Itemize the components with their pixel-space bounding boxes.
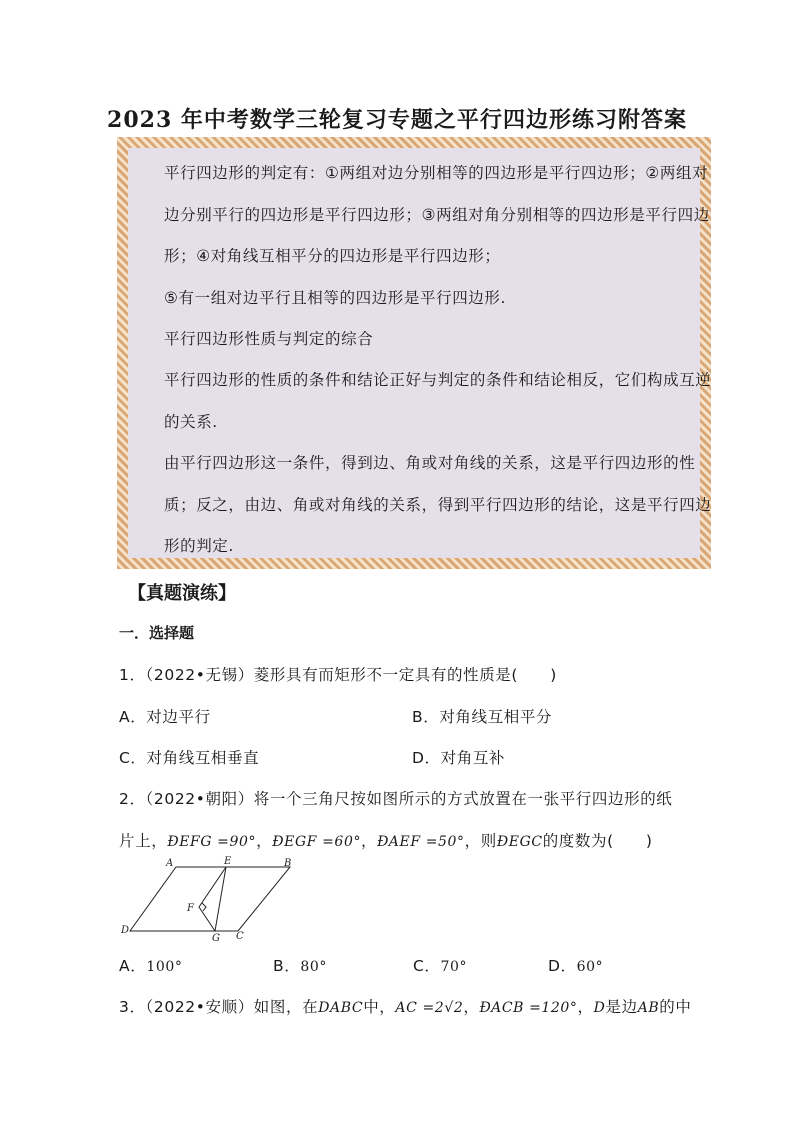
knowledge-line: 形；④对角线互相平分的四边形是平行四边形； [164, 247, 501, 265]
question-2-option-d [548, 954, 603, 976]
stem-text: 的度数为( ) [542, 832, 653, 850]
stem-text: ， [361, 832, 378, 850]
question-2-option-c [413, 954, 467, 976]
right-angle-mark [202, 903, 206, 911]
math-expression: ÐEGF =60° [272, 834, 362, 850]
stem-text: 中， [363, 998, 396, 1016]
math-expression: ÐEFG =90° [167, 834, 257, 850]
stem-text: ， [256, 832, 273, 850]
math-expression: AB [637, 1000, 660, 1016]
question-2-option-b [273, 954, 327, 976]
question-1-option-b: B．对角线互相平分 [412, 708, 553, 726]
option-letter: D． [548, 957, 577, 975]
question-1-option-a: A．对边平行 [119, 708, 211, 726]
math-expression: D [593, 1000, 606, 1016]
point-label-g: G [212, 933, 220, 944]
stem-text: ， [577, 998, 594, 1016]
stem-text: 片上， [119, 832, 168, 850]
question-1-option-d: D．对角互补 [412, 749, 506, 767]
parallelogram-figure [118, 855, 298, 945]
option-value: 80° [300, 959, 327, 975]
option-value: 60° [576, 959, 604, 975]
option-letter: A． [119, 957, 147, 975]
option-letter: B． [273, 957, 301, 975]
point-label-e: E [224, 856, 232, 867]
knowledge-box [117, 137, 711, 569]
point-label-c: C [236, 931, 244, 942]
parallelogram-abcd [130, 867, 290, 931]
point-label-a: A [166, 858, 174, 869]
math-expression: ÐAEF =50° [377, 834, 465, 850]
knowledge-line: 平行四边形的性质的条件和结论正好与判定的条件和结论相反，它们构成互逆 [164, 371, 712, 389]
triangle-ruler-edges [199, 867, 226, 931]
subsection-heading: 一．选择题 [119, 624, 195, 642]
stem-text: ，则 [464, 832, 497, 850]
option-value: 100° [146, 959, 183, 975]
math-expression: ÐACB =120° [479, 1000, 578, 1016]
math-expression: ÐEGC [496, 834, 543, 850]
section-heading: 【真题演练】 [128, 583, 236, 604]
question-1-option-c: C．对角线互相垂直 [119, 749, 260, 767]
point-label-f: F [187, 903, 194, 914]
point-label-b: B [284, 858, 292, 869]
knowledge-line: 由平行四边形这一条件，得到边、角或对角线的关系，这是平行四边形的性 [164, 454, 696, 472]
question-1-stem: 1．（2022•无锡）菱形具有而矩形不一定具有的性质是( ) [119, 666, 557, 684]
option-letter: C． [413, 957, 441, 975]
question-2-stem-line-2 [119, 829, 653, 851]
knowledge-line: ⑤有一组对边平行且相等的四边形是平行四边形. [164, 289, 507, 307]
knowledge-line: 平行四边形的判定有：①两组对边分别相等的四边形是平行四边形；②两组对 [164, 164, 709, 182]
knowledge-line: 质；反之，由边、角或对角线的关系，得到平行四边形的结论，这是平行四边 [164, 496, 712, 514]
stem-text: 是边 [605, 998, 638, 1016]
question-2-stem-line-1: 2．（2022•朝阳）将一个三角尺按如图所示的方式放置在一张平行四边形的纸 [119, 790, 673, 808]
point-label-d: D [121, 925, 130, 936]
math-expression: DABC [318, 1000, 364, 1016]
stem-text: 3．（2022•安顺）如图，在 [119, 998, 319, 1016]
triangle-edge-eg [215, 867, 226, 931]
math-expression: AC =2√2 [395, 1000, 464, 1016]
knowledge-line: 平行四边形性质与判定的综合 [164, 330, 374, 348]
stem-text: 的中 [659, 998, 692, 1016]
knowledge-line: 形的判定. [164, 537, 234, 555]
option-value: 70° [440, 959, 468, 975]
question-3-stem [119, 995, 692, 1017]
knowledge-line: 的关系. [164, 413, 218, 431]
stem-text: ， [463, 998, 480, 1016]
question-2-option-a [119, 954, 182, 976]
page-title: 2023 年中考数学三轮复习专题之平行四边形练习附答案 [107, 107, 687, 133]
knowledge-line: 边分别平行的四边形是平行四边形；③两组对角分别相等的四边形是平行四边 [164, 206, 710, 224]
